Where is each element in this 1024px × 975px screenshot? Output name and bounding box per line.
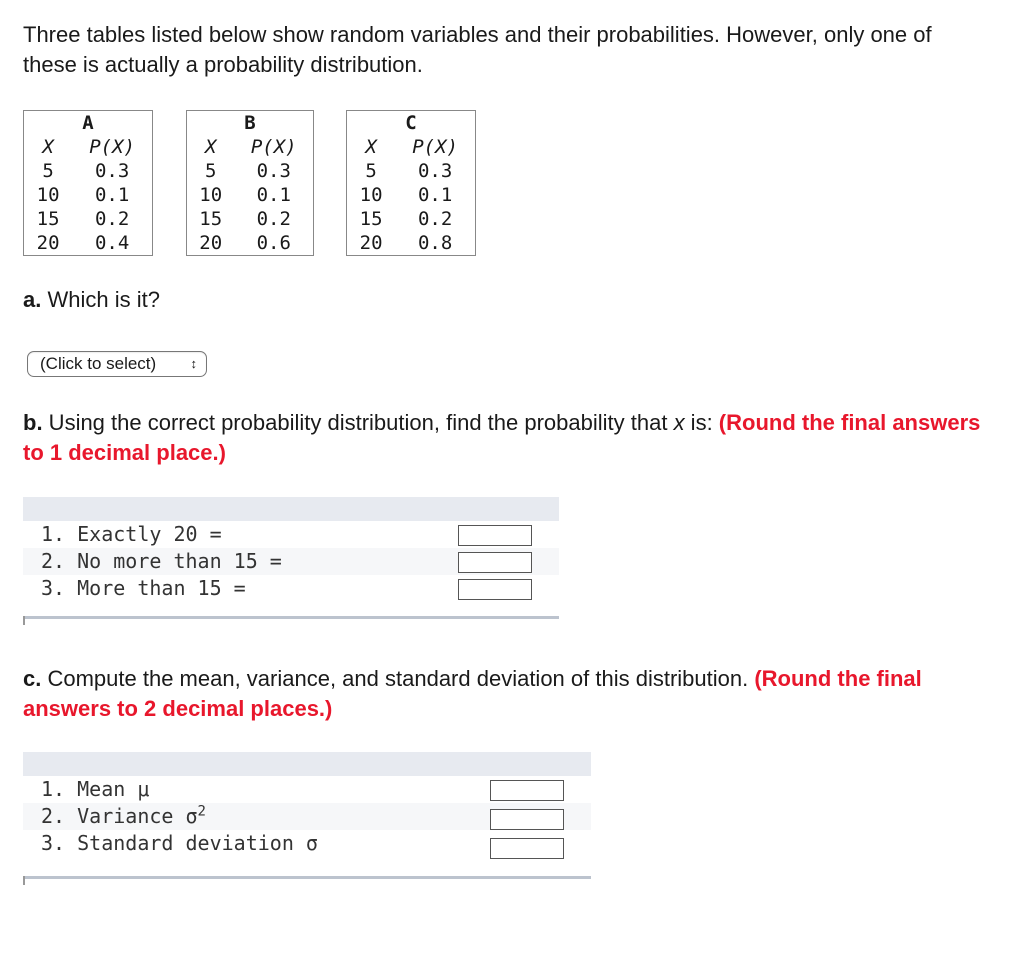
panel-header-band xyxy=(23,497,559,521)
table-a-title: A xyxy=(82,112,94,134)
table-row: 20 0.4 xyxy=(36,232,130,254)
table-row: 15 0.2 xyxy=(199,208,291,230)
select-value: (Click to select) xyxy=(40,354,157,373)
table-row: 10 0.1 xyxy=(36,184,130,206)
variable-x: x xyxy=(673,410,685,435)
list-item: 2. Variance $\sigma^2$ xyxy=(23,803,591,830)
table-header-x: X xyxy=(205,136,217,158)
panel-divider xyxy=(23,616,559,619)
table-header-x: X xyxy=(42,136,54,158)
answer-panel-c xyxy=(23,752,591,887)
list-item: 2. No more than 15 = xyxy=(23,548,559,575)
table-a xyxy=(23,110,153,256)
table-header-px: P(X) xyxy=(250,136,297,158)
answer-input-mean[interactable] xyxy=(490,780,564,801)
answer-input-std-dev[interactable] xyxy=(490,838,564,859)
panel-divider xyxy=(23,876,591,879)
table-c-title: C xyxy=(405,112,417,134)
answer-input-variance[interactable] xyxy=(490,809,564,830)
table-row: 15 0.2 xyxy=(36,208,130,230)
list-item: 1. Mean μ xyxy=(41,777,150,801)
table-c xyxy=(346,110,476,256)
panel-header-band xyxy=(23,752,591,776)
question-a xyxy=(23,287,160,313)
question-a-text: Which is it? xyxy=(41,287,160,312)
answer-input-more-than-15[interactable] xyxy=(458,579,532,600)
table-row: 5 0.3 xyxy=(42,160,130,182)
table-header-x: X xyxy=(365,136,377,158)
updown-arrows-icon: ↕ xyxy=(190,356,197,371)
list-item: 3. Standard deviation σ xyxy=(41,831,318,855)
question-c: c. Compute the mean, variance, and standard deviation of this distribution. (Round the final answers to 2 decimal places.) xyxy=(23,666,922,721)
question-b-label: b. xyxy=(23,410,43,435)
list-item: 3. More than 15 = xyxy=(41,576,246,600)
list-item: 1. Exactly 20 = xyxy=(41,522,222,546)
question-a-label: a. xyxy=(23,287,42,312)
table-row: 20 0.8 xyxy=(359,232,453,254)
table-row: 5 0.3 xyxy=(205,160,291,182)
table-row: 10 0.1 xyxy=(359,184,453,206)
table-header-px: P(X) xyxy=(89,136,135,158)
rounding-instruction: (Round the final answers to 1 decimal place.) xyxy=(23,410,981,465)
answer-panel-b xyxy=(23,497,559,627)
table-row: 20 0.6 xyxy=(199,232,291,254)
question-b: b. Using the correct probability distribution, find the probability that x is: (Round the final answers to 1 decimal place.) xyxy=(23,410,981,465)
variance-superscript: 2 xyxy=(197,803,206,820)
rounding-instruction: (Round the final answers to 2 decimal places.) xyxy=(23,666,922,721)
table-row: 15 0.2 xyxy=(359,208,453,230)
table-row: 10 0.1 xyxy=(199,184,291,206)
table-header-px: P(X) xyxy=(412,136,458,158)
table-b xyxy=(186,110,314,256)
table-row: 5 0.3 xyxy=(365,160,453,182)
question-c-label: c. xyxy=(23,666,42,691)
distribution-select[interactable] xyxy=(27,351,207,377)
table-b-title: B xyxy=(244,112,256,134)
intro-text: Three tables listed below show random variables and their probabilities. However, only one of these is actually a probability distribution. xyxy=(23,22,932,77)
answer-input-no-more-than-15[interactable] xyxy=(458,552,532,573)
answer-input-exactly-20[interactable] xyxy=(458,525,532,546)
